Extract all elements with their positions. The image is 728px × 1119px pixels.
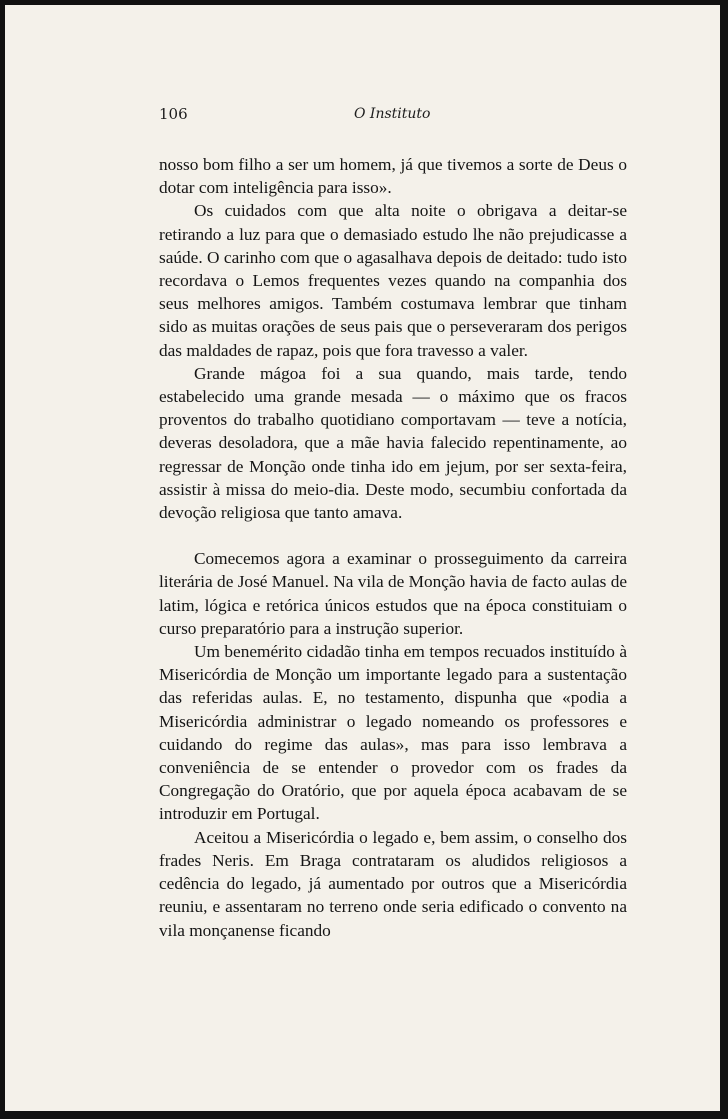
- book-page: [5, 5, 720, 1111]
- page-number: 106: [159, 105, 188, 123]
- paragraph-literary-career: Comecemos agora a examinar o prosseguimento da carreira literária de José Manuel. Na vila de Monção havia de facto aulas de latim, lógica e retórica únicos estudos que na época constituiam o curso preparatório para a instrução superior.: [159, 549, 627, 638]
- paragraph-misericordia: Aceitou a Misericórdia o legado e, bem assim, o conselho dos frades Neris. Em Braga contrataram os aludidos religiosos a cedência do legado, já aumentado por outros que a Misericórdia reuniu, e assentaram no terreno onde seria edificado o convento na vila monçanense ficando: [159, 827, 627, 940]
- body-text: [159, 153, 627, 942]
- paragraph-continuation: nosso bom filho a ser um homem, já que tivemos a sorte de Deus o dotar com inteligência para isso».: [159, 155, 627, 198]
- running-title: O Instituto: [354, 106, 431, 122]
- paragraph-grief: Grande mágoa foi a sua quando, mais tarde, tendo estabelecido uma grande mesada — o máximo que os fracos proventos do trabalho quotidiano comportavam — teve a notícia, deveras desoladora, que a mãe havia falecido repentinamente, ao regressar de Monção onde tinha ido em jejum, por ser sexta-feira, assistir à missa do meio-dia. Deste modo, secumbiu confortada da devoção religiosa que tanto amava.: [159, 363, 627, 523]
- page-header: [5, 103, 720, 131]
- paragraph-legacy: Um benemérito cidadão tinha em tempos recuados instituído à Misericórdia de Monção um importante legado para a sustentação das referidas aulas. E, no testamento, dispunha que «podia a Misericórdia administrar o legado nomeando os professores e cuidando do regime das aulas», mas para isso lembrava a conveniência de se entender o provedor com os frades da Congregação do Oratório, que por aquela época acabavam de se introduzir em Portugal.: [159, 642, 627, 824]
- paragraph-care: Os cuidados com que alta noite o obrigava a deitar-se retirando a luz para que o demasiado estudo lhe não prejudicasse a saúde. O carinho com que o agasalhava depois de deitado: tudo isto recordava o Lemos frequentes vezes quando na companhia dos seus melhores amigos. Também costumava lembrar que tinham sido as muitas orações de seus pais que o perseveraram dos perigos das maldades de rapaz, pois que fora travesso a valer.: [159, 201, 627, 360]
